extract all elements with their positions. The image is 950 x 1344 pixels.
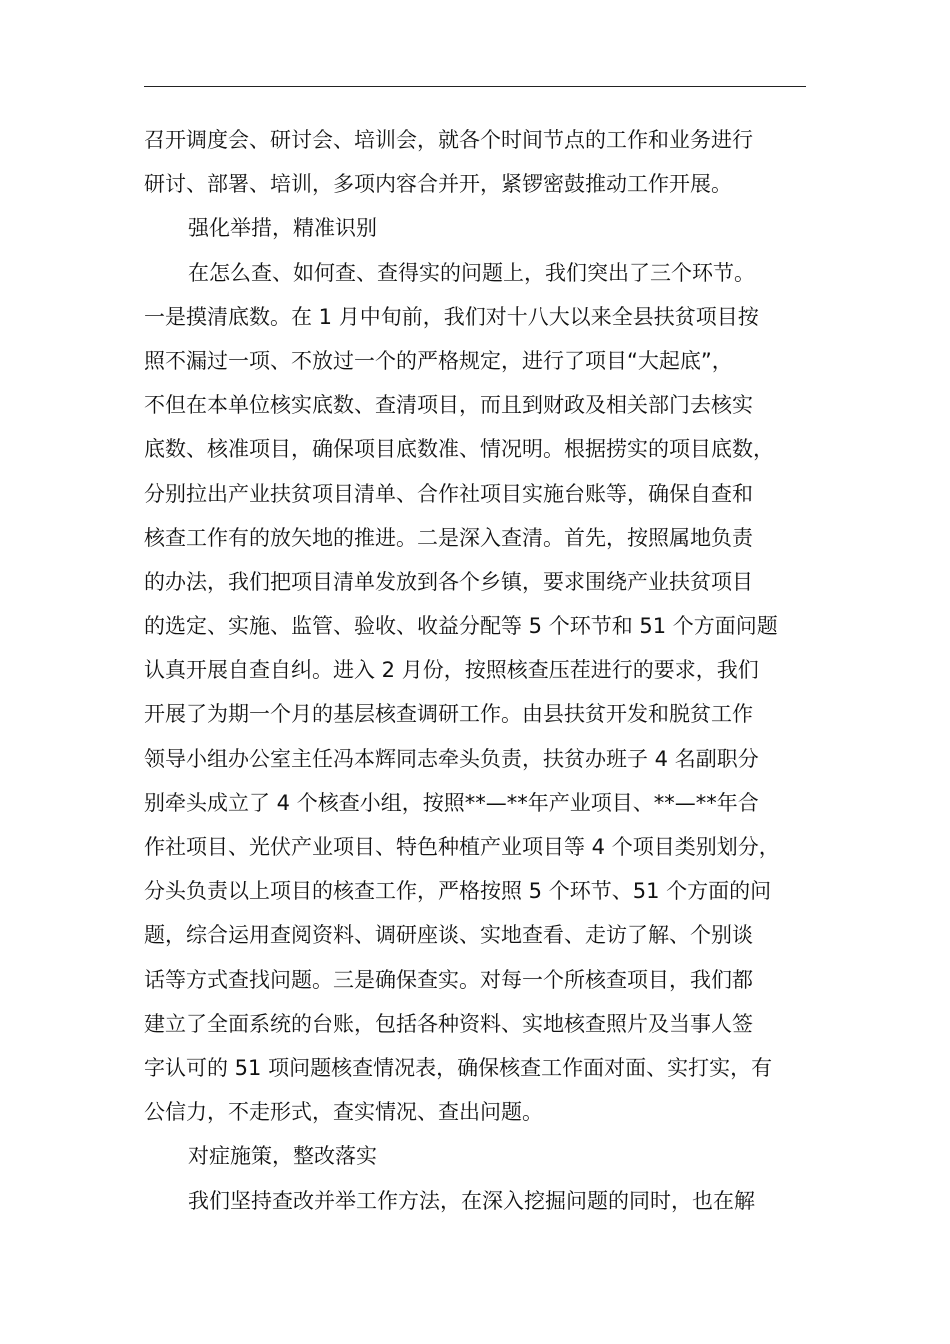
paragraph-first-line: 在怎么查、如何查、查得实的问题上，我们突出了三个环节。	[188, 260, 755, 285]
text-line: 公信力，不走形式，查实情况、查出问题。	[144, 1100, 543, 1125]
paragraph-first-line: 对症施策，整改落实	[188, 1144, 377, 1169]
text-line: 字认可的 51 项问题核查情况表，确保核查工作面对面、实打实，有	[144, 1055, 773, 1080]
text-line: 分头负责以上项目的核查工作，严格按照 5 个环节、51 个方面的问	[144, 879, 772, 904]
text-line: 别牵头成立了 4 个核查小组，按照**—**年产业项目、**—**年合	[144, 790, 759, 815]
text-line: 核查工作有的放矢地的推进。二是深入查清。首先，按照属地负责	[144, 525, 753, 550]
text-line: 分别拉出产业扶贫项目清单、合作社项目实施台账等，确保自查和	[144, 481, 753, 506]
text-line: 认真开展自查自纠。进入 2 月份，按照核查压茬进行的要求，我们	[144, 658, 759, 683]
text-line: 领导小组办公室主任冯本辉同志牵头负责，扶贫办班子 4 名副职分	[144, 746, 759, 771]
text-line: 照不漏过一项、不放过一个的严格规定，进行了项目“大起底”，	[144, 348, 733, 373]
text-line: 的选定、实施、监管、验收、收益分配等 5 个环节和 51 个方面问题	[144, 614, 778, 639]
text-line: 的办法，我们把项目清单发放到各个乡镇，要求围绕产业扶贫项目	[144, 569, 753, 594]
text-line: 底数、核准项目，确保项目底数准、情况明。根据捞实的项目底数，	[144, 437, 774, 462]
text-line: 研讨、部署、培训，多项内容合并开，紧锣密鼓推动工作开展。	[144, 172, 732, 197]
text-line: 作社项目、光伏产业项目、特色种植产业项目等 4 个项目类别划分，	[144, 835, 780, 859]
text-line: 题，综合运用查阅资料、调研座谈、实地查看、走访了解、个别谈	[144, 923, 753, 948]
document-body	[144, 118, 814, 1223]
text-line: 不但在本单位核实底数、查清项目，而且到财政及相关部门去核实	[144, 393, 753, 418]
header-rule	[144, 86, 806, 87]
text-line: 召开调度会、研讨会、培训会，就各个时间节点的工作和业务进行	[144, 128, 753, 152]
paragraph-first-line: 我们坚持查改并举工作方法，在深入挖掘问题的同时，也在解	[188, 1188, 755, 1213]
text-line: 开展了为期一个月的基层核查调研工作。由县扶贫开发和脱贫工作	[144, 702, 753, 727]
text-line: 建立了全面系统的台账，包括各种资料、实地核查照片及当事人签	[144, 1011, 753, 1036]
text-line: 话等方式查找问题。三是确保查实。对每一个所核查项目，我们都	[144, 967, 753, 992]
paragraph-first-line: 强化举措，精准识别	[188, 216, 377, 241]
text-line: 一是摸清底数。在 1 月中旬前，我们对十八大以来全县扶贫项目按	[144, 304, 759, 329]
